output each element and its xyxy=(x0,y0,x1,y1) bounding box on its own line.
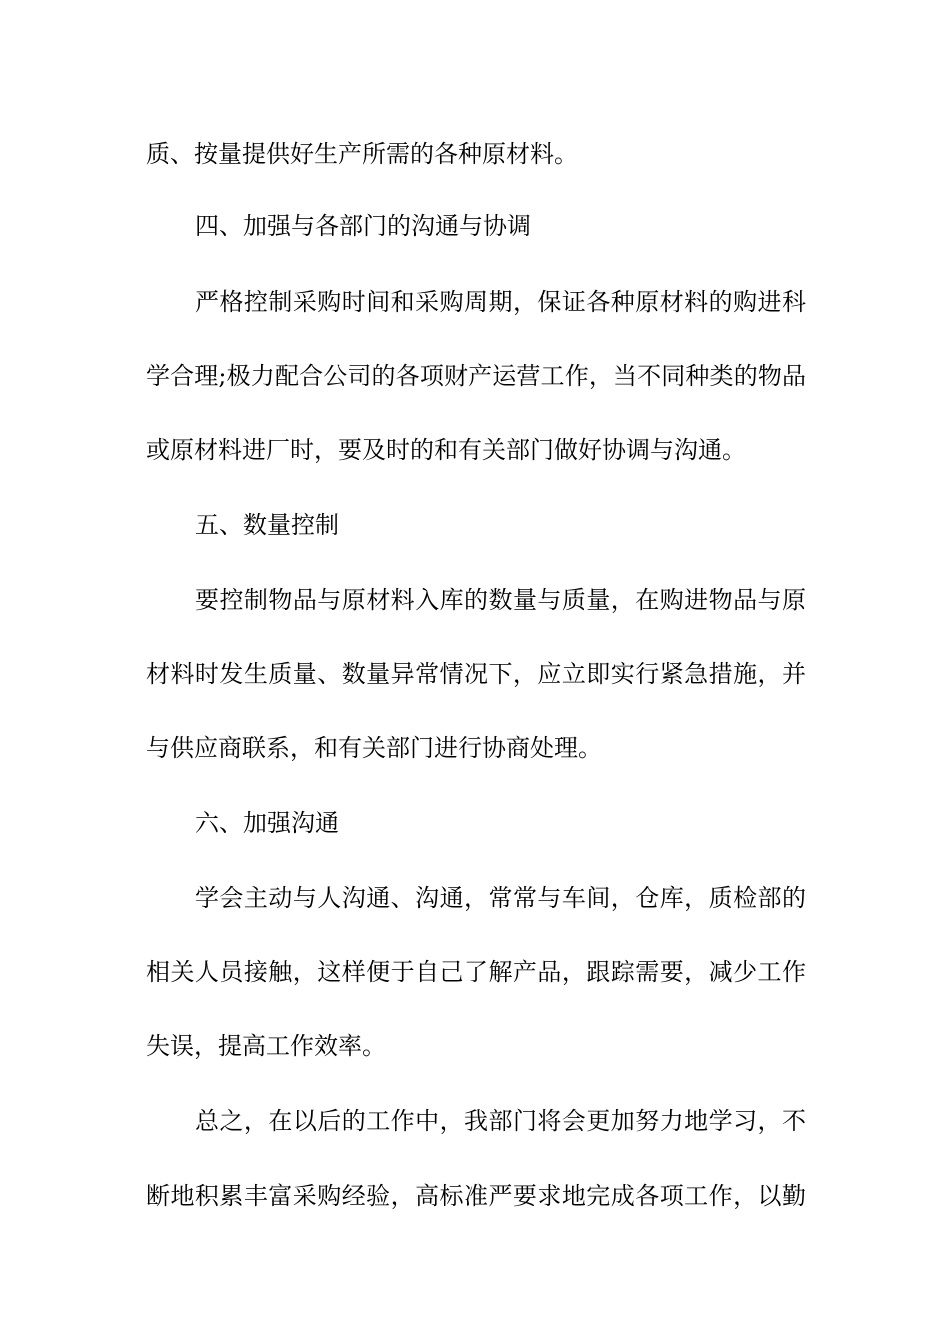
paragraph-line: 失误，提高工作效率。 xyxy=(146,1032,386,1060)
paragraph-line: 断地积累丰富采购经验，高标准严要求地完成各项工作，以勤 xyxy=(146,1182,806,1210)
paragraph-line: 学合理;极力配合公司的各项财产运营工作，当不同种类的物品 xyxy=(146,362,806,390)
paragraph-line: 与供应商联系，和有关部门进行协商处理。 xyxy=(146,734,602,762)
section-heading-4: 四、加强与各部门的沟通与协调 xyxy=(195,212,531,240)
paragraph-line: 严格控制采购时间和采购周期，保证各种原材料的购进科 xyxy=(195,288,806,316)
paragraph-line-continuation: 质、按量提供好生产所需的各种原材料。 xyxy=(146,140,578,168)
paragraph-line: 相关人员接触，这样便于自己了解产品，跟踪需要，减少工作 xyxy=(146,958,806,986)
paragraph-line: 材料时发生质量、数量异常情况下，应立即实行紧急措施，并 xyxy=(146,660,806,688)
section-heading-6: 六、加强沟通 xyxy=(195,809,339,837)
paragraph-line: 要控制物品与原材料入库的数量与质量，在购进物品与原 xyxy=(195,586,806,614)
paragraph-line: 总之，在以后的工作中，我部门将会更加努力地学习，不 xyxy=(195,1107,806,1135)
section-heading-5: 五、数量控制 xyxy=(195,511,339,539)
paragraph-line: 学会主动与人沟通、沟通，常常与车间，仓库，质检部的 xyxy=(195,884,806,912)
paragraph-line: 或原材料进厂时，要及时的和有关部门做好协调与沟通。 xyxy=(146,436,746,464)
